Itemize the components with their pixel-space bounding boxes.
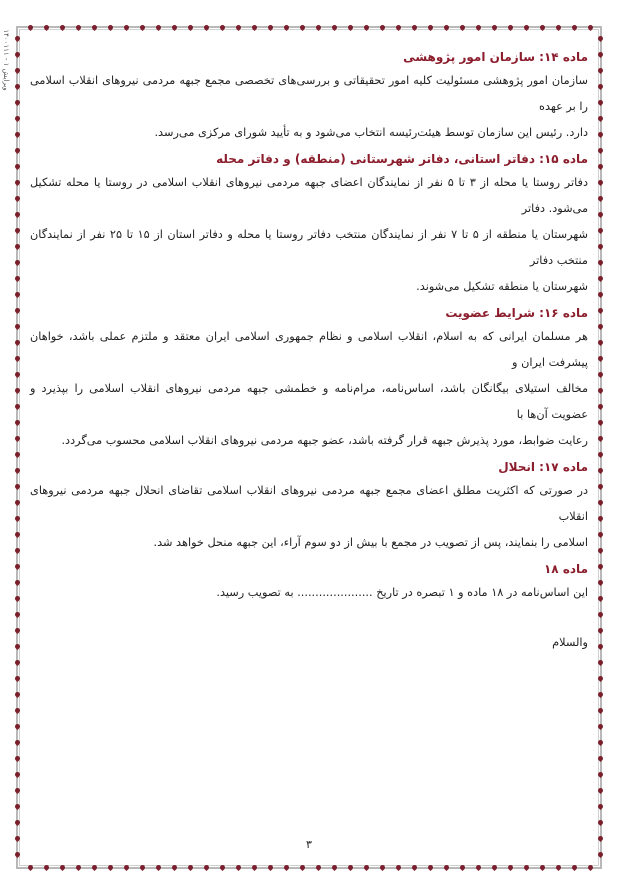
article-heading: ماده ۱۶: شرایط عضویت <box>445 306 588 320</box>
article-17 <box>30 456 588 556</box>
article-heading: ماده ۱۴: سازمان امور پژوهشی <box>403 50 588 64</box>
text-line: دارد. رئیس این سازمان توسط هیئت‌رئیسه انتخاب می‌شود و به تأیید شورای مرکزی می‌رسد. <box>154 126 588 139</box>
article-text <box>30 324 588 454</box>
article-heading: ماده ۱۷: انحلال <box>498 460 588 474</box>
text-line: مخالف استیلای بیگانگان باشد، اساس‌نامه، مرام‌نامه و خطمشی جبهه مردمی نیروهای انقلاب اسلامی را بپذیرد و عضویت آن‌ها با <box>30 382 588 421</box>
text-line: این اساس‌نامه در ۱۸ ماده و ۱ تبصره در تاریخ ..................... به تصویب رسید. <box>216 586 588 599</box>
article-heading: ماده ۱۵: دفاتر استانی، دفاتر شهرستانی (منطقه) و دفاتر محله <box>216 152 588 166</box>
text-line: در صورتی که اکثریت مطلق اعضای مجمع جبهه مردمی نیروهای انقلاب اسلامی تقاضای انحلال جبهه مردمی نیروهای انقلاب <box>30 484 588 523</box>
text-line: اسلامی را بنمایند، پس از تصویب در مجمع با بیش از دو سوم آراء، این جبهه منحل خواهد شد. <box>153 536 588 549</box>
text-line: سازمان امور پژوهشی مسئولیت کلیه امور تحقیقاتی و بررسی‌های تخصصی مجمع جبهه مردمی نیروهای انقلاب اسلامی را بر عهده <box>30 74 588 113</box>
article-text <box>30 478 588 556</box>
article-14 <box>30 46 588 146</box>
page-number: ۳ <box>306 838 312 851</box>
closing-text: والسلام <box>552 636 588 649</box>
text-line: شهرستان یا منطقه تشکیل می‌شوند. <box>416 280 588 293</box>
document-body <box>30 44 588 649</box>
text-line: هر مسلمان ایرانی که به اسلام، انقلاب اسلامی و نظام جمهوری اسلامی ایران معتقد و ملتزم عملی باشد، خواهان پیشرفت ایران و <box>30 330 588 369</box>
margin-note: ویرایش ۱ - ۱۴۰۰۱۱۱ <box>2 29 10 91</box>
article-text <box>30 170 588 300</box>
article-text <box>30 68 588 146</box>
text-line: شهرستان یا منطقه از ۵ تا ۷ نفر از نمایندگان منتخب دفاتر روستا یا محله و دفاتر استان از ۱۵ تا ۲۵ نفر از نمایندگان منتخب دفاتر <box>30 228 588 267</box>
text-line: دفاتر روستا یا محله از ۳ تا ۵ نفر از نمایندگان اعضای جبهه مردمی نیروهای انقلاب اسلامی در روستا یا محله تشکیل می‌شود. دفاتر <box>30 176 588 215</box>
article-18 <box>30 558 588 606</box>
text-line: رعایت ضوابط، مورد پذیرش جبهه قرار گرفته باشد، عضو جبهه مردمی نیروهای انقلاب اسلامی محسوب می‌گردد. <box>61 434 588 447</box>
article-15 <box>30 148 588 300</box>
article-heading: ماده ۱۸ <box>543 562 588 576</box>
article-16 <box>30 302 588 454</box>
article-text <box>30 580 588 606</box>
